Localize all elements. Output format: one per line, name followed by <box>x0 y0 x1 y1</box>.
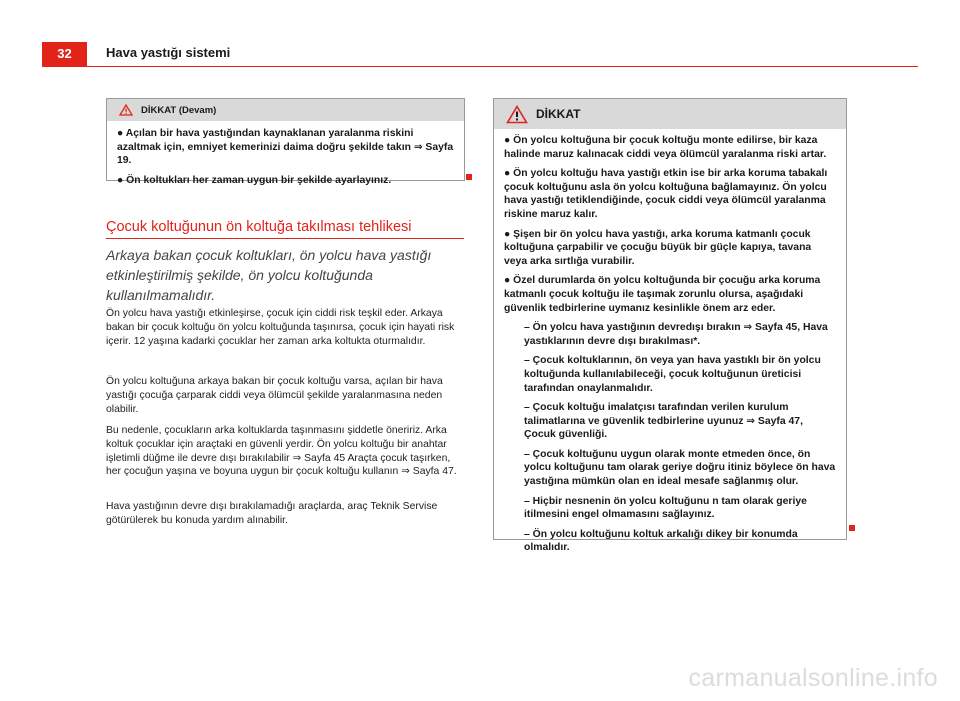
warning-item: ● Ön yolcu koltuğuna bir çocuk koltuğu monte edilirse, bir kaza halinde maruz kalınacak ciddi veya ölümcül yaralanma riski artar. <box>504 135 827 160</box>
page-number: 32 <box>42 42 87 66</box>
warning-subitem: – Hiçbir nesnenin ön yolcu koltuğunu n tam olarak geriye itilmesini engel olmamasını sağlayınız. <box>524 495 807 521</box>
warning-subitem: – Çocuk koltuğunu uygun olarak monte etmeden önce, ön yolcu koltuğunu tam olarak geriye doğru itiniz böylece ön hava yastığına mümkün olan en ideal mesafe sağlanmış olur. <box>524 448 836 488</box>
warning-box-body <box>107 121 464 187</box>
chapter-title: Hava yastığı sistemi <box>106 45 231 60</box>
section-end-marker <box>466 174 472 180</box>
section-title: Çocuk koltuğunun ön koltuğa takılması tehlikesi <box>106 219 412 235</box>
warning-subitem: – Ön yolcu koltuğunu koltuk arkalığı dikey bir konumda olmalıdır. <box>524 528 798 554</box>
warning-triangle-icon <box>506 105 528 124</box>
warning-item: ● Açılan bir hava yastığından kaynaklanan yaralanma riskini azaltmak için, emniyet kemerinizi daima doğru şekilde takın ⇒ Sayfa 19. <box>117 128 454 167</box>
warning-subitem: – Çocuk koltuğu imalatçısı tarafından verilen kurulum talimatlarına ve güvenlik tedbirlerine uyunuz ⇒ Sayfa 47, Çocuk güvenliği. <box>524 402 803 441</box>
warning-box-title: DİKKAT (Devam) <box>141 104 217 116</box>
warning-item: ● Şişen bir ön yolcu hava yastığı, arka koruma katmanlı çocuk koltuğuna çarpabilir ve çocuğu büyük bir güçle kapıya, tavana veya arka sırtlığa vurabilir. <box>504 228 812 267</box>
header-rule <box>42 66 918 67</box>
body-paragraph: Hava yastığının devre dışı bırakılamadığı araçlarda, araç Teknik Servise götürülerek bu konuda yardım alınabilir. <box>106 501 438 526</box>
warning-box-header <box>107 99 464 121</box>
warning-item: ● Ön koltukları her zaman uygun bir şekilde ayarlayınız. <box>117 174 392 186</box>
warning-box-title: DİKKAT <box>536 107 581 121</box>
section-end-marker <box>849 525 855 531</box>
warning-subitem: – Çocuk koltuklarının, ön veya yan hava yastıklı bir ön yolcu koltuğunda kullanılabileceği, çocuk koltuğunun üreticisi tarafından onaylanmalıdır. <box>524 355 821 394</box>
body-paragraph: Bu nedenle, çocukların arka koltuklarda taşınmasını şiddetle öneririz. Arka koltuk çocuklar için araçtaki en güvenli yerdir. Ön yolcu koltuğu bir anahtar işletimli düğme ile devre dışı bırakılabilir ⇒ Sayfa 45 Araçta çocuk taşırken, her çocuğun yaşına ve boyuna uygun bir çocuk koltuğu kullanın ⇒ Sayfa 47. <box>106 425 457 478</box>
warning-subitem: – Ön yolcu hava yastığının devredışı bırakın ⇒ Sayfa 45, Hava yastıklarının devre dışı bırakılması*. <box>524 322 828 347</box>
section-lead: Arkaya bakan çocuk koltukları, ön yolcu hava yastığı etkinleştirilmiş şekilde, ön yolcu koltuğunda kullanılmamalıdır. <box>106 247 432 303</box>
warning-box-header <box>494 99 846 129</box>
warning-box <box>493 98 847 554</box>
watermark: carmanualsonline.info <box>688 664 938 692</box>
warning-box-continued <box>106 98 465 186</box>
section-rule <box>106 238 464 239</box>
warning-triangle-icon <box>119 104 133 116</box>
warning-item: ● Özel durumlarda ön yolcu koltuğunda bir çocuğu arka koruma katmanlı çocuk koltuğu ile taşımak zorunlu olursa, aşağıdaki güvenlik tedbirlerine uymanız kesinlikle önem arz eder. <box>504 275 821 314</box>
body-paragraph: Ön yolcu hava yastığı etkinleşirse, çocuk için ciddi risk teşkil eder. Arkaya bakan bir çocuk koltuğu ön yolcu koltuğunda taşınırsa, çocuk için hayati risk içerir. 12 yaşına kadarki çocuklar her zaman arka koltukta oturmalıdır. <box>106 308 455 347</box>
body-paragraph: Ön yolcu koltuğuna arkaya bakan bir çocuk koltuğu varsa, açılan bir hava yastığı çocuğa çarparak ciddi veya ölümcül şekilde yaralanmasına neden olabilir. <box>106 376 443 415</box>
warning-box-body <box>494 129 846 555</box>
warning-item: ● Ön yolcu koltuğu hava yastığı etkin ise bir arka koruma tabakalı çocuk koltuğunu asla ön yolcu koltuğuna bağlamayınız. Ön yolcu hava yastığı tetiklendiğinde, çocuk ciddi veya ölümcül yaralanma riskine maruz kalır. <box>504 168 828 220</box>
